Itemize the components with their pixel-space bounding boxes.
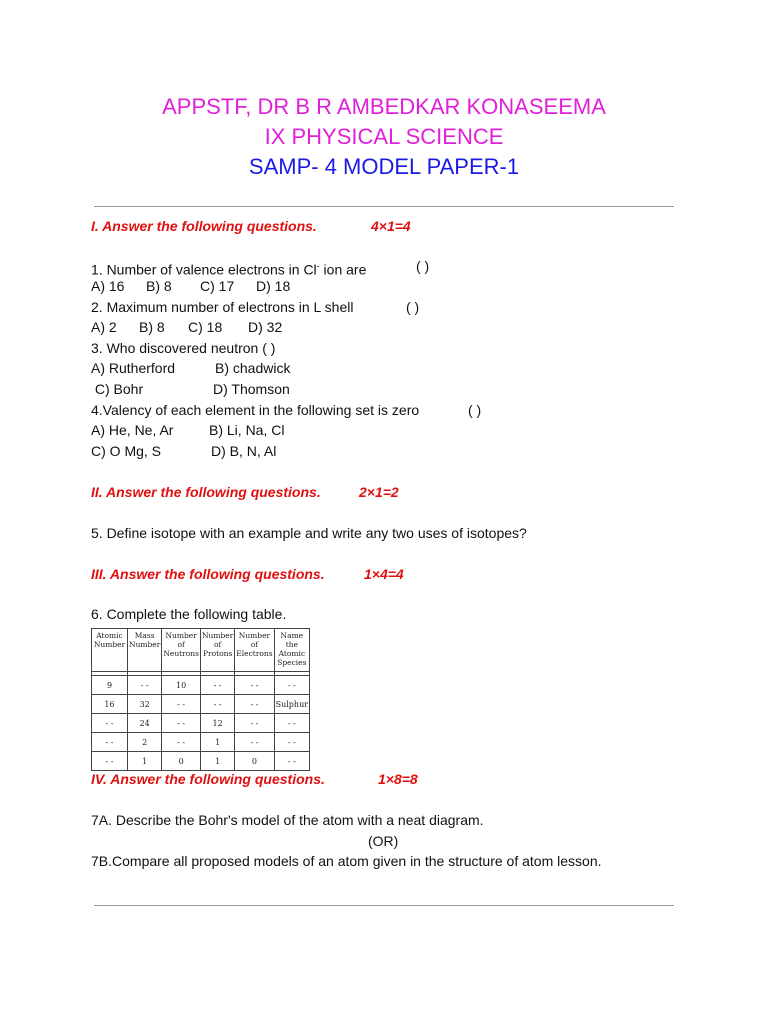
table-cell: - - [162,695,201,714]
question-1-options [91,276,391,296]
question-6-text: 6. Complete the following table. [91,606,287,622]
question-5-text: 5. Define isotope with an example and write any two uses of isotopes? [91,525,527,541]
table-cell: 12 [200,714,234,733]
question-4-text: 4.Valency of each element in the following set is zero [91,402,420,418]
question-1-superscript: - [316,261,320,271]
question-2-answer-blank: ( ) [406,299,420,315]
question-4-options-row-2 [91,441,391,461]
question-2-options [91,317,391,337]
table-row [92,714,310,733]
table-header: Atomic Number [92,629,128,672]
option: B) Li, Na, Cl [209,422,285,438]
question-3-options-row-1 [91,358,391,378]
option: B) 8 [139,319,165,335]
table-header: Mass Number [128,629,162,672]
table-cell: 9 [92,676,128,695]
table-cell: - - [92,752,128,771]
table-cell: 0 [235,752,274,771]
question-7-or: (OR) [368,833,399,849]
section-4-heading [91,771,418,787]
question-1-text: 1. Number of valence electrons in Cl [91,261,317,278]
option: C) 17 [200,278,235,294]
table-cell: 1 [200,733,234,752]
section-3-marks: 1×4=4 [364,566,404,582]
section-2-heading [91,484,399,500]
table-cell: - - [274,676,309,695]
paper-header [0,92,768,182]
table-cell: - - [235,676,274,695]
table-cell: - - [128,676,162,695]
table-cell: - - [162,714,201,733]
option: B) 8 [146,278,172,294]
option: D) 18 [256,278,291,294]
table-cell: 16 [92,695,128,714]
table-cell: 1 [200,752,234,771]
option: A) Rutherford [91,360,176,376]
option: D) 32 [248,319,283,335]
question-2-text: 2. Maximum number of electrons in L shell [91,299,354,315]
option: D) Thomson [213,381,290,397]
question-1-answer-blank: ( ) [416,258,430,274]
question-2 [91,297,420,317]
option: A) He, Ne, Ar [91,422,174,438]
table-cell: 1 [128,752,162,771]
question-7a-text: 7A. Describe the Bohr's model of the atom with a neat diagram. [91,812,484,828]
question-4 [91,400,482,420]
section-2-title: II. Answer the following questions. [91,484,321,500]
table-header: Number of Protons [200,629,234,672]
question-3-text: 3. Who discovered neutron ( ) [91,340,276,356]
option: A) 16 [91,278,125,294]
table-cell: - - [200,695,234,714]
section-4-title: IV. Answer the following questions. [91,771,325,787]
table-cell: - - [274,733,309,752]
table-cell: 10 [162,676,201,695]
option: C) 18 [188,319,223,335]
option: D) B, N, Al [211,443,277,459]
section-3-title: III. Answer the following questions. [91,566,325,582]
table-cell: - - [92,733,128,752]
header-subject: IX PHYSICAL SCIENCE [264,124,504,149]
table-header: Number of Electrons [235,629,274,672]
table-cell: 2 [128,733,162,752]
option: B) chadwick [215,360,291,376]
table-cell: - - [162,733,201,752]
option: C) O Mg, S [91,443,162,459]
table-cell: - - [92,714,128,733]
table-cell: 32 [128,695,162,714]
table-cell: - - [274,714,309,733]
atomic-species-table [91,628,310,771]
table-cell: 24 [128,714,162,733]
bottom-divider [94,905,674,906]
question-1-text-end: ion are [319,261,367,278]
option: A) 2 [91,319,117,335]
question-3-options-row-2 [91,379,391,399]
header-organisation: APPSTF, DR B R AMBEDKAR KONASEEMA [162,94,606,119]
top-divider [94,206,674,207]
option: C) Bohr [91,381,144,397]
section-3-heading [91,566,404,582]
table-row [92,752,310,771]
table-cell: 0 [162,752,201,771]
table-cell: - - [235,695,274,714]
section-4-marks: 1×8=8 [378,771,418,787]
question-7b-text: 7B.Compare all proposed models of an atom given in the structure of atom lesson. [91,853,602,869]
table-cell: - - [274,752,309,771]
table-row [92,733,310,752]
header-paper-title: SAMP- 4 MODEL PAPER-1 [248,154,520,179]
table-cell: - - [200,676,234,695]
section-1-title: I. Answer the following questions. [91,218,317,234]
section-1-heading [91,218,411,234]
question-4-options-row-1 [91,420,391,440]
table-cell: Sulphur [274,695,309,714]
section-2-marks: 2×1=2 [359,484,399,500]
table-row [92,676,310,695]
table-row [92,695,310,714]
section-1-marks: 4×1=4 [371,218,411,234]
question-4-answer-blank: ( ) [468,402,482,418]
table-cell: - - [235,733,274,752]
table-header: Number of Neutrons [162,629,201,672]
table-header: Name the Atomic Species [274,629,309,672]
table-cell: - - [235,714,274,733]
